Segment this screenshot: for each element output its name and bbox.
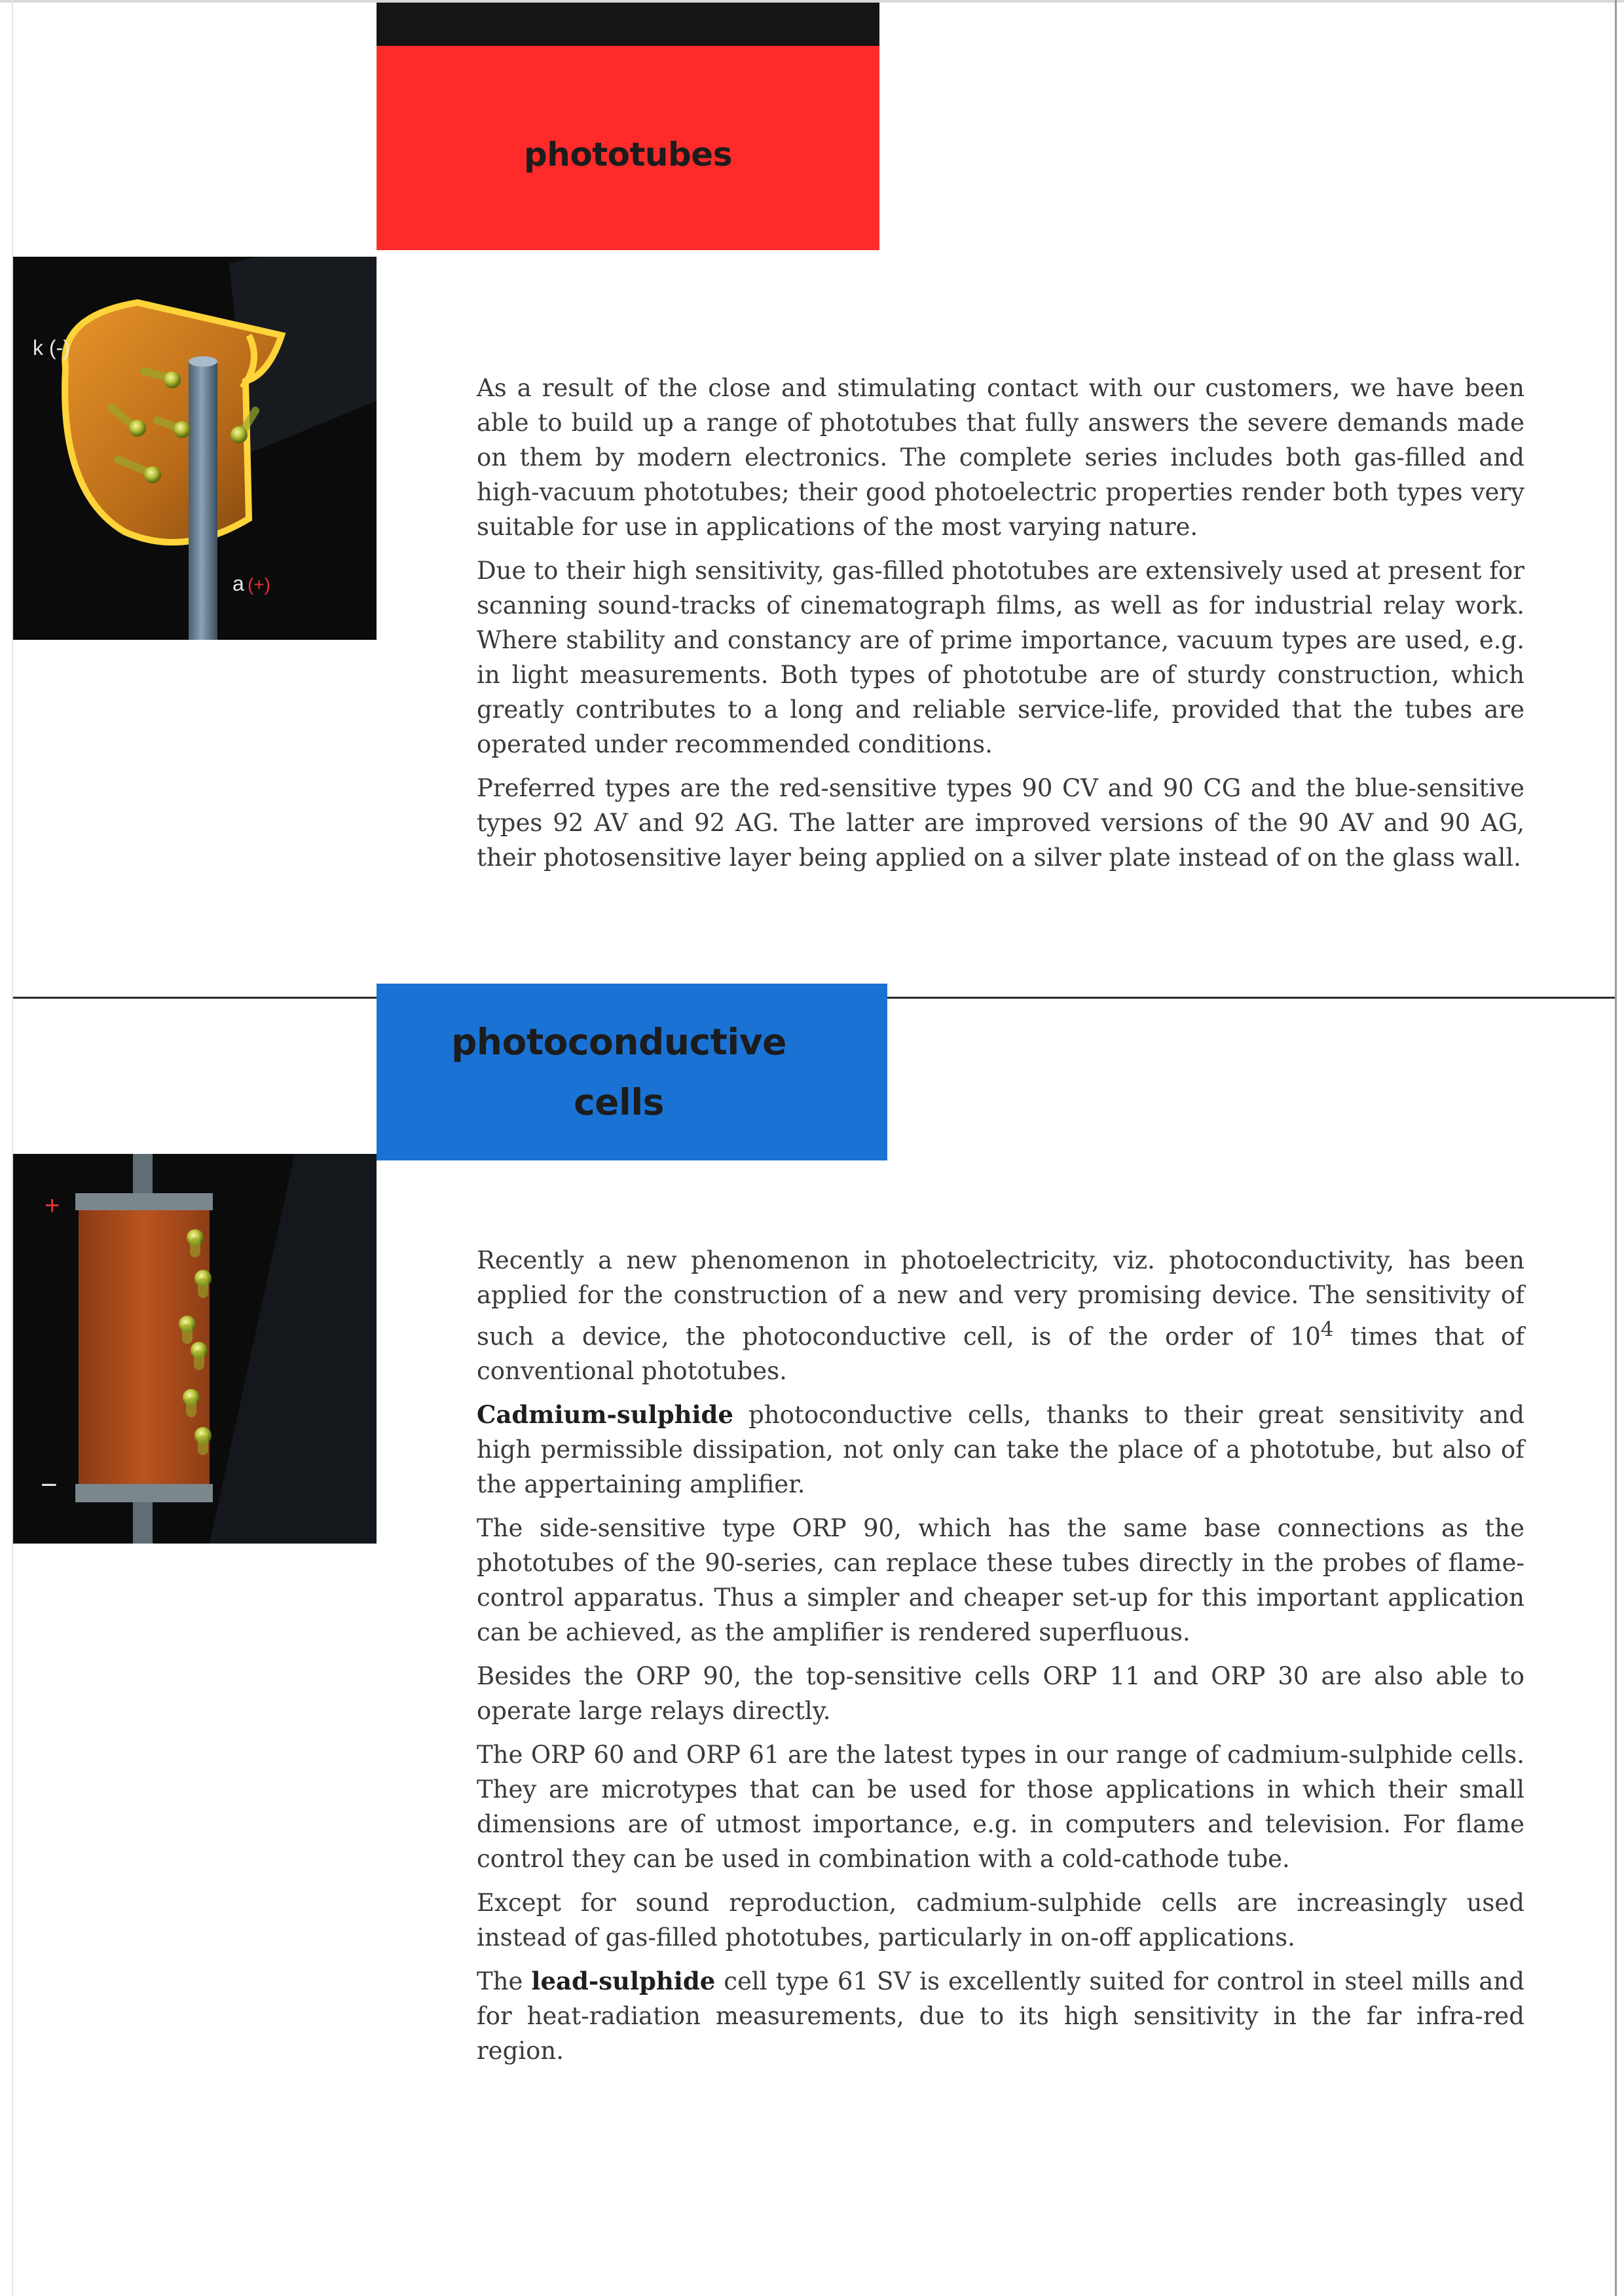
photoconductive-paragraph: The ORP 60 and ORP 61 are the latest types in our range of cadmium-sulphide cells. They are microtypes that can be used for those applications in which their small dimensions are of utmost importance, e.g. in computers and television. For flame control they can be used in combination with a cold-cathode tube. xyxy=(477,1741,1524,1874)
paragraph-text: The xyxy=(477,1967,532,1996)
paragraph-text: Recently a new phenomenon in photoelectricity, viz. photoconductivity, has been applied for the construction of a new and very promising device. The sensitivity of such a device, the photoconductive cell, is of the order of 10 xyxy=(477,1246,1524,1351)
page-right-edge xyxy=(1615,0,1617,2296)
photoconductive-paragraph xyxy=(477,1964,1524,2068)
phototubes-paragraph: As a result of the close and stimulating contact with our customers, we have been able to build up a range of phototubes that fully answers the severe demands made on them by modern electronics. The complete series includes both gas-filled and high-vacuum phototubes; their good photoelectric properties render both types very suitable for use in applications of the most varying nature. xyxy=(477,374,1524,541)
photoconductive-paragraph xyxy=(477,1243,1524,1388)
photoconductive-body xyxy=(477,1243,1524,2077)
header-black-bar xyxy=(377,3,879,46)
section-divider-right xyxy=(887,997,1615,999)
bottom-electrode xyxy=(75,1484,213,1502)
photoconductive-diagram xyxy=(13,1154,377,1544)
phototube-illustration xyxy=(13,257,377,640)
bottom-lead xyxy=(133,1501,153,1544)
anode-label-letter: a xyxy=(232,572,244,595)
top-electrode xyxy=(75,1193,213,1210)
top-lead xyxy=(133,1154,153,1196)
minus-label: − xyxy=(41,1469,58,1501)
anode-label-sign: (+) xyxy=(248,574,270,595)
section-divider-left xyxy=(13,997,377,999)
phototubes-paragraph: Preferred types are the red-sensitive types 90 CV and 90 CG and the blue-sensitive types 92 AV and 92 AG. The latter are improved versions of the 90 AV and 90 AG, their photosensitive layer being applied on a silver plate instead of on the glass wall. xyxy=(477,774,1524,872)
photoconductive-paragraph: Except for sound reproduction, cadmium-sulphide cells are increasingly used instead of gas-filled phototubes, particularly in on-off applications. xyxy=(477,1889,1524,1952)
photoconductive-paragraph: The side-sensitive type ORP 90, which has the same base connections as the phototubes of the 90-series, can replace these tubes directly in the probes of flame-control apparatus. Thus a simpler and cheaper set-up for this important application can be achieved, as the amplifier is rendered superfluous. xyxy=(477,1514,1524,1647)
photoconductive-paragraph xyxy=(477,1398,1524,1502)
bold-term: lead-sulphide xyxy=(531,1967,716,1996)
phototubes-body xyxy=(477,371,1524,884)
phototubes-paragraph: Due to their high sensitivity, gas-filled phototubes are extensively used at present for scanning sound-tracks of cinematograph films, as well as for industrial relay work. Where stability and constancy are of prime importance, vacuum types are used, e.g. in light measurements. Both types of phototube are of sturdy construction, which greatly contributes to a long and reliable service-life, provided that the tubes are operated under recommended conditions. xyxy=(477,557,1524,758)
paragraph-text: cell type 61 SV is excellently suited for control in steel mills and for heat-radiation measurements, due to its high sensitivity in the far infra-red region. xyxy=(477,1967,1524,2065)
photoconductive-title: photoconductive cells xyxy=(451,1021,786,1123)
plus-label: + xyxy=(45,1191,60,1220)
exponent: 4 xyxy=(1320,1318,1334,1341)
anode-top xyxy=(189,356,217,367)
phototubes-title: phototubes xyxy=(524,136,732,174)
bold-term: Cadmium-sulphide xyxy=(477,1400,733,1430)
cathode-label: k (-) xyxy=(33,336,70,360)
photoconductive-paragraph: Besides the ORP 90, the top-sensitive cells ORP 11 and ORP 30 are also able to operate large relays directly. xyxy=(477,1662,1524,1726)
phototube-diagram xyxy=(13,257,377,640)
paragraph-text: times that of conventional phototubes. xyxy=(477,1322,1524,1386)
photoconductive-illustration xyxy=(13,1154,377,1544)
anode-rod xyxy=(189,361,217,640)
phototubes-header-block xyxy=(377,46,879,250)
photoconductive-header-block xyxy=(377,984,887,1160)
paragraph-text: photoconductive cells, thanks to their great sensitivity and high permissible dissipation, not only can take the place of a phototube, but also of the appertaining amplifier. xyxy=(477,1401,1524,1499)
